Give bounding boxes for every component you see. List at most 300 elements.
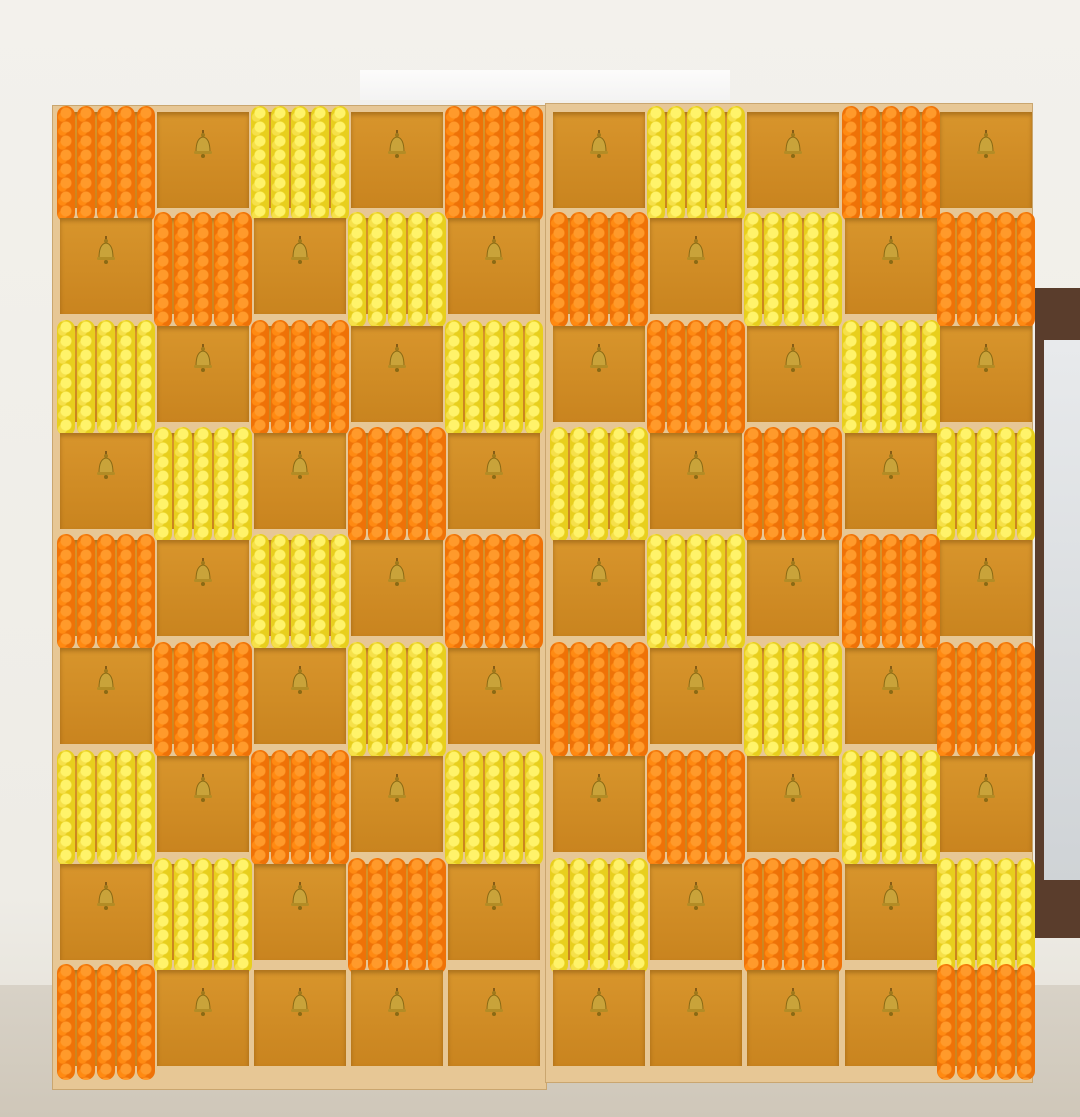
- marigold-strand: [687, 320, 705, 436]
- yellow-marigold-garland: [839, 750, 943, 866]
- grid-cell: [650, 864, 742, 960]
- grid-cell: [351, 756, 443, 852]
- marigold-strand: [154, 212, 172, 328]
- marigold-strand: [57, 750, 75, 866]
- bell-icon: [191, 130, 215, 158]
- grid-cell: [747, 970, 839, 1066]
- marigold-strand: [117, 534, 135, 650]
- marigold-strand: [937, 964, 955, 1080]
- marigold-strand: [97, 964, 115, 1080]
- grid-cell: [650, 648, 742, 744]
- marigold-strand: [368, 427, 386, 543]
- bell-icon: [587, 558, 611, 586]
- marigold-strand: [174, 212, 192, 328]
- bell-icon: [879, 988, 903, 1016]
- marigold-strand: [824, 212, 842, 328]
- marigold-strand: [977, 427, 995, 543]
- grid-cell: [60, 648, 152, 744]
- marigold-strand: [882, 534, 900, 650]
- marigold-strand: [97, 750, 115, 866]
- marigold-strand: [997, 427, 1015, 543]
- yellow-marigold-garland: [151, 427, 255, 543]
- marigold-strand: [997, 212, 1015, 328]
- marigold-strand: [388, 212, 406, 328]
- yellow-marigold-garland: [839, 320, 943, 436]
- bell-icon: [482, 666, 506, 694]
- bell-icon: [684, 988, 708, 1016]
- marigold-strand: [331, 750, 349, 866]
- marigold-strand: [214, 212, 232, 328]
- bell-icon: [191, 558, 215, 586]
- marigold-strand: [882, 320, 900, 436]
- marigold-strand: [707, 320, 725, 436]
- marigold-strand: [117, 964, 135, 1080]
- marigold-strand: [525, 320, 543, 436]
- marigold-strand: [902, 320, 920, 436]
- grid-cell: [254, 433, 346, 529]
- marigold-strand: [784, 427, 802, 543]
- grid-cell: [650, 433, 742, 529]
- bell-icon: [879, 236, 903, 264]
- bell-icon: [879, 451, 903, 479]
- orange-marigold-garland: [345, 427, 449, 543]
- grid-cell: [940, 540, 1032, 636]
- marigold-strand: [251, 750, 269, 866]
- bell-icon: [879, 666, 903, 694]
- bell-icon: [94, 666, 118, 694]
- bell-icon: [288, 882, 312, 910]
- marigold-strand: [465, 320, 483, 436]
- orange-marigold-garland: [839, 534, 943, 650]
- bell-icon: [482, 451, 506, 479]
- marigold-strand: [727, 320, 745, 436]
- orange-marigold-garland: [442, 534, 546, 650]
- marigold-strand: [291, 750, 309, 866]
- marigold-strand: [57, 106, 75, 222]
- bell-icon: [781, 130, 805, 158]
- bell-icon: [191, 774, 215, 802]
- marigold-strand: [388, 858, 406, 974]
- marigold-strand: [348, 212, 366, 328]
- grid-cell: [845, 218, 937, 314]
- marigold-strand: [428, 858, 446, 974]
- grid-cell: [351, 970, 443, 1066]
- yellow-marigold-garland: [248, 106, 352, 222]
- marigold-strand: [687, 534, 705, 650]
- marigold-strand: [408, 427, 426, 543]
- marigold-strand: [77, 964, 95, 1080]
- grid-cell: [254, 864, 346, 960]
- grid-cell: [157, 112, 249, 208]
- bell-icon: [974, 558, 998, 586]
- grid-cell: [351, 540, 443, 636]
- bell-icon: [288, 666, 312, 694]
- marigold-strand: [525, 534, 543, 650]
- grid-cell: [845, 864, 937, 960]
- marigold-strand: [77, 534, 95, 650]
- marigold-strand: [647, 320, 665, 436]
- grid-cell: [553, 326, 645, 422]
- marigold-strand: [137, 750, 155, 866]
- marigold-strand: [842, 534, 860, 650]
- yellow-marigold-garland: [547, 427, 651, 543]
- marigold-strand: [550, 642, 568, 758]
- marigold-strand: [842, 106, 860, 222]
- marigold-strand: [1017, 964, 1035, 1080]
- marigold-strand: [647, 106, 665, 222]
- marigold-strand: [937, 858, 955, 974]
- bell-icon: [288, 236, 312, 264]
- orange-marigold-garland: [644, 750, 748, 866]
- marigold-strand: [687, 106, 705, 222]
- marigold-strand: [764, 212, 782, 328]
- marigold-strand: [707, 534, 725, 650]
- marigold-strand: [465, 534, 483, 650]
- marigold-strand: [271, 320, 289, 436]
- grid-cell: [650, 218, 742, 314]
- marigold-strand: [291, 320, 309, 436]
- yellow-marigold-garland: [741, 212, 845, 328]
- marigold-strand: [194, 858, 212, 974]
- bell-icon: [684, 451, 708, 479]
- marigold-strand: [525, 750, 543, 866]
- marigold-strand: [570, 858, 588, 974]
- bell-icon: [879, 882, 903, 910]
- marigold-strand: [154, 642, 172, 758]
- marigold-strand: [744, 212, 762, 328]
- marigold-strand: [957, 964, 975, 1080]
- marigold-strand: [922, 106, 940, 222]
- bell-icon: [974, 344, 998, 372]
- marigold-strand: [465, 750, 483, 866]
- grid-cell: [940, 326, 1032, 422]
- marigold-strand: [667, 106, 685, 222]
- marigold-strand: [154, 427, 172, 543]
- grid-cell: [845, 648, 937, 744]
- marigold-strand: [408, 858, 426, 974]
- grid-cell: [747, 540, 839, 636]
- grid-cell: [448, 864, 540, 960]
- marigold-strand: [804, 427, 822, 543]
- marigold-strand: [368, 212, 386, 328]
- marigold-strand: [368, 858, 386, 974]
- marigold-strand: [428, 642, 446, 758]
- marigold-strand: [77, 750, 95, 866]
- marigold-strand: [667, 750, 685, 866]
- marigold-strand: [882, 106, 900, 222]
- bell-icon: [385, 344, 409, 372]
- marigold-strand: [234, 427, 252, 543]
- marigold-strand: [505, 750, 523, 866]
- bell-icon: [684, 236, 708, 264]
- marigold-strand: [937, 427, 955, 543]
- orange-marigold-garland: [54, 534, 158, 650]
- marigold-strand: [311, 750, 329, 866]
- marigold-strand: [445, 106, 463, 222]
- marigold-strand: [194, 212, 212, 328]
- grid-cell: [351, 326, 443, 422]
- marigold-strand: [388, 642, 406, 758]
- marigold-strand: [271, 750, 289, 866]
- bell-icon: [781, 558, 805, 586]
- grid-cell: [157, 970, 249, 1066]
- marigold-strand: [862, 320, 880, 436]
- bell-icon: [385, 558, 409, 586]
- yellow-marigold-garland: [151, 858, 255, 974]
- bell-icon: [587, 130, 611, 158]
- marigold-strand: [234, 642, 252, 758]
- marigold-strand: [590, 212, 608, 328]
- marigold-strand: [311, 320, 329, 436]
- bell-icon: [974, 774, 998, 802]
- marigold-strand: [97, 106, 115, 222]
- marigold-strand: [117, 106, 135, 222]
- marigold-strand: [610, 212, 628, 328]
- marigold-strand: [57, 534, 75, 650]
- marigold-strand: [174, 858, 192, 974]
- marigold-strand: [348, 858, 366, 974]
- bell-icon: [191, 344, 215, 372]
- marigold-strand: [550, 212, 568, 328]
- bell-icon: [974, 130, 998, 158]
- yellow-marigold-garland: [442, 750, 546, 866]
- marigold-strand: [348, 427, 366, 543]
- marigold-strand: [550, 858, 568, 974]
- orange-marigold-garland: [934, 212, 1038, 328]
- marigold-strand: [271, 534, 289, 650]
- marigold-strand: [525, 106, 543, 222]
- marigold-strand: [977, 964, 995, 1080]
- yellow-marigold-garland: [644, 534, 748, 650]
- marigold-strand: [707, 106, 725, 222]
- marigold-strand: [957, 212, 975, 328]
- orange-marigold-garland: [741, 427, 845, 543]
- marigold-strand: [214, 427, 232, 543]
- grid-cell: [747, 756, 839, 852]
- marigold-strand: [251, 106, 269, 222]
- orange-marigold-garland: [345, 858, 449, 974]
- marigold-strand: [311, 106, 329, 222]
- orange-marigold-garland: [151, 212, 255, 328]
- marigold-strand: [445, 320, 463, 436]
- marigold-strand: [77, 106, 95, 222]
- grid-cell: [650, 970, 742, 1066]
- orange-marigold-garland: [151, 642, 255, 758]
- grid-cell: [60, 433, 152, 529]
- marigold-strand: [902, 534, 920, 650]
- bell-icon: [684, 882, 708, 910]
- marigold-strand: [590, 642, 608, 758]
- marigold-strand: [937, 642, 955, 758]
- grid-cell: [157, 756, 249, 852]
- marigold-strand: [977, 858, 995, 974]
- orange-marigold-garland: [741, 858, 845, 974]
- bell-icon: [781, 774, 805, 802]
- yellow-marigold-garland: [934, 427, 1038, 543]
- grid-cell: [553, 756, 645, 852]
- marigold-strand: [251, 320, 269, 436]
- marigold-strand: [331, 106, 349, 222]
- marigold-strand: [505, 534, 523, 650]
- marigold-strand: [997, 858, 1015, 974]
- marigold-strand: [630, 642, 648, 758]
- grid-cell: [448, 433, 540, 529]
- marigold-strand: [804, 858, 822, 974]
- marigold-strand: [485, 106, 503, 222]
- marigold-strand: [505, 320, 523, 436]
- marigold-strand: [922, 750, 940, 866]
- marigold-strand: [922, 534, 940, 650]
- bell-icon: [385, 774, 409, 802]
- marigold-strand: [957, 642, 975, 758]
- marigold-strand: [271, 106, 289, 222]
- yellow-marigold-garland: [54, 750, 158, 866]
- marigold-strand: [214, 642, 232, 758]
- marigold-strand: [97, 534, 115, 650]
- marigold-strand: [977, 642, 995, 758]
- orange-marigold-garland: [442, 106, 546, 222]
- marigold-strand: [570, 212, 588, 328]
- marigold-strand: [882, 750, 900, 866]
- marigold-strand: [862, 534, 880, 650]
- marigold-strand: [727, 750, 745, 866]
- marigold-strand: [1017, 427, 1035, 543]
- marigold-strand: [784, 212, 802, 328]
- marigold-strand: [234, 212, 252, 328]
- marigold-strand: [194, 642, 212, 758]
- marigold-strand: [997, 642, 1015, 758]
- grid-cell: [60, 864, 152, 960]
- marigold-strand: [842, 320, 860, 436]
- bell-icon: [781, 344, 805, 372]
- grid-cell: [157, 540, 249, 636]
- marigold-strand: [727, 534, 745, 650]
- marigold-strand: [590, 858, 608, 974]
- marigold-strand: [117, 750, 135, 866]
- marigold-strand: [957, 427, 975, 543]
- bell-icon: [94, 451, 118, 479]
- grid-cell: [351, 112, 443, 208]
- marigold-strand: [744, 642, 762, 758]
- marigold-strand: [137, 534, 155, 650]
- marigold-strand: [77, 320, 95, 436]
- bell-icon: [587, 988, 611, 1016]
- marigold-strand: [630, 212, 648, 328]
- marigold-strand: [57, 964, 75, 1080]
- yellow-marigold-garland: [442, 320, 546, 436]
- orange-marigold-garland: [54, 106, 158, 222]
- marigold-strand: [707, 750, 725, 866]
- marigold-strand: [922, 320, 940, 436]
- orange-marigold-garland: [248, 320, 352, 436]
- marigold-strand: [331, 534, 349, 650]
- marigold-strand: [445, 534, 463, 650]
- marigold-strand: [214, 858, 232, 974]
- marigold-strand: [667, 320, 685, 436]
- marigold-strand: [630, 858, 648, 974]
- marigold-strand: [764, 858, 782, 974]
- marigold-strand: [428, 427, 446, 543]
- bell-icon: [94, 882, 118, 910]
- marigold-strand: [137, 106, 155, 222]
- marigold-strand: [804, 642, 822, 758]
- bell-icon: [288, 451, 312, 479]
- grid-cell: [254, 970, 346, 1066]
- marigold-strand: [727, 106, 745, 222]
- marigold-strand: [842, 750, 860, 866]
- marigold-strand: [428, 212, 446, 328]
- marigold-strand: [744, 427, 762, 543]
- marigold-strand: [824, 642, 842, 758]
- bell-icon: [684, 666, 708, 694]
- bell-icon: [482, 236, 506, 264]
- marigold-strand: [550, 427, 568, 543]
- marigold-strand: [251, 534, 269, 650]
- marigold-strand: [174, 427, 192, 543]
- door-glass: [1044, 340, 1080, 880]
- marigold-strand: [1017, 212, 1035, 328]
- marigold-strand: [57, 320, 75, 436]
- orange-marigold-garland: [839, 106, 943, 222]
- marigold-strand: [610, 427, 628, 543]
- marigold-strand: [485, 320, 503, 436]
- marigold-strand: [764, 427, 782, 543]
- marigold-strand: [117, 320, 135, 436]
- orange-marigold-garland: [547, 212, 651, 328]
- marigold-strand: [485, 750, 503, 866]
- marigold-strand: [610, 642, 628, 758]
- grid-cell: [553, 540, 645, 636]
- marigold-strand: [291, 534, 309, 650]
- marigold-strand: [590, 427, 608, 543]
- yellow-marigold-garland: [345, 642, 449, 758]
- orange-marigold-garland: [248, 750, 352, 866]
- marigold-strand: [784, 642, 802, 758]
- marigold-strand: [234, 858, 252, 974]
- orange-marigold-garland: [547, 642, 651, 758]
- grid-cell: [747, 326, 839, 422]
- marigold-strand: [485, 534, 503, 650]
- marigold-strand: [505, 106, 523, 222]
- marigold-strand: [610, 858, 628, 974]
- marigold-strand: [824, 858, 842, 974]
- marigold-strand: [764, 642, 782, 758]
- marigold-strand: [97, 320, 115, 436]
- marigold-strand: [348, 642, 366, 758]
- marigold-strand: [687, 750, 705, 866]
- grid-cell: [940, 756, 1032, 852]
- yellow-marigold-garland: [248, 534, 352, 650]
- marigold-strand: [902, 750, 920, 866]
- marigold-strand: [957, 858, 975, 974]
- marigold-strand: [137, 320, 155, 436]
- marigold-strand: [937, 212, 955, 328]
- grid-cell: [845, 970, 937, 1066]
- yellow-marigold-garland: [644, 106, 748, 222]
- bell-icon: [781, 988, 805, 1016]
- bell-icon: [587, 344, 611, 372]
- grid-cell: [254, 218, 346, 314]
- grid-cell: [254, 648, 346, 744]
- grid-cell: [157, 326, 249, 422]
- orange-marigold-garland: [644, 320, 748, 436]
- marigold-strand: [630, 427, 648, 543]
- grid-cell: [845, 433, 937, 529]
- grid-cell: [553, 112, 645, 208]
- marigold-strand: [997, 964, 1015, 1080]
- bell-icon: [385, 130, 409, 158]
- marigold-strand: [977, 212, 995, 328]
